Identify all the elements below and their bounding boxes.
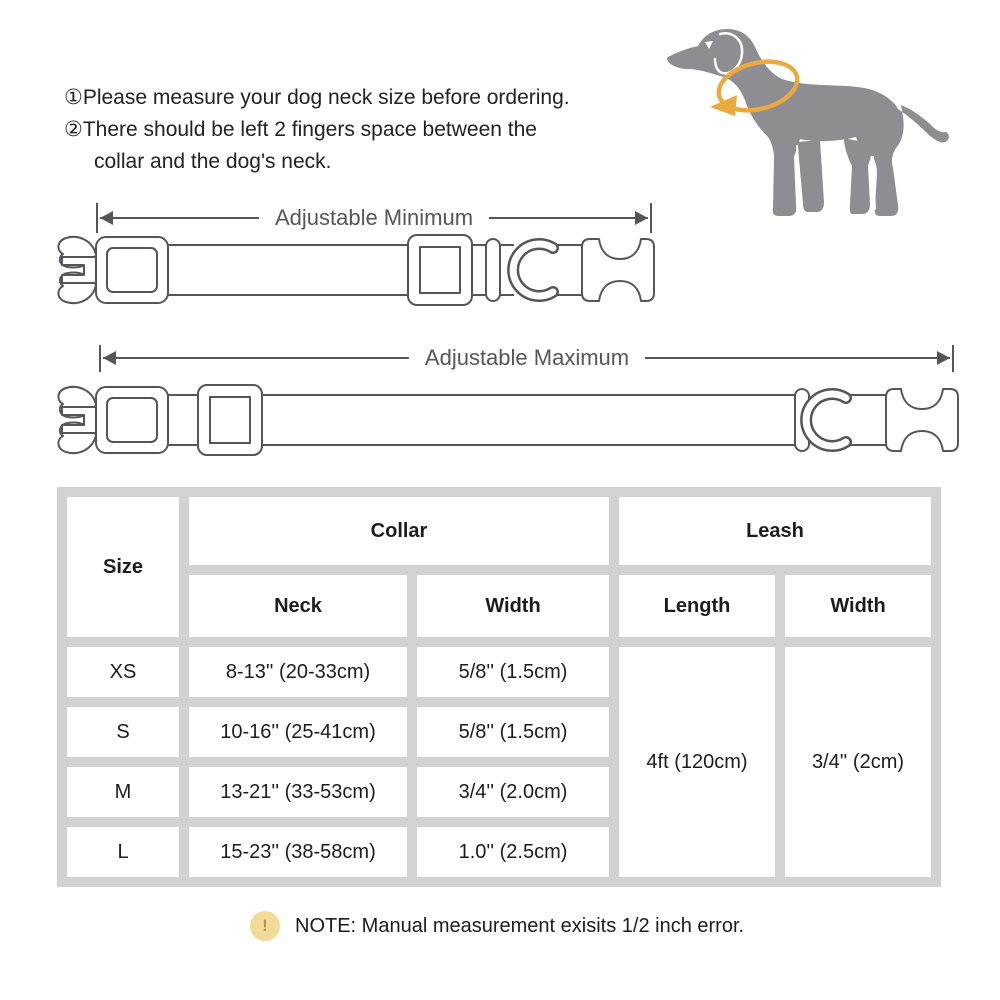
col-header-size: Size [67,497,179,637]
collar-strap [168,395,895,445]
adjustable-minimum-diagram [0,195,1000,325]
leash-length-cell: 4ft (120cm) [619,647,775,877]
col-header-neck: Neck [189,575,407,637]
size-cell: M [67,767,179,817]
strap-keeper [486,239,500,301]
collar-drawing-maximum [58,385,895,455]
arrow-right-head [635,211,648,225]
arrow-left-head [103,351,116,365]
buckle-frame-inner [107,248,157,292]
col-header-collar-width: Width [417,575,609,637]
leash-width-cell: 3/4'' (2cm) [785,647,931,877]
adjustable-maximum-label: Adjustable Maximum [409,345,645,371]
female-buckle [886,389,958,451]
instruction-line-3: collar and the dog's neck. [94,150,332,173]
measure-ring-arrowhead [710,95,737,116]
size-cell: S [67,707,179,757]
slider-buckle-inner [210,397,250,443]
instruction-line-1: ①Please measure your dog neck size before ordering. [64,86,570,109]
exclamation-icon: ! [250,911,280,941]
table-row-xs [67,647,931,697]
neck-cell: 13-21'' (33-53cm) [189,767,407,817]
width-cell: 5/8'' (1.5cm) [417,647,609,697]
width-cell: 3/4'' (2.0cm) [417,767,609,817]
width-cell: 5/8'' (1.5cm) [417,707,609,757]
collar-drawing-minimum [58,235,586,305]
neck-cell: 15-23'' (38-58cm) [189,827,407,877]
note [250,911,744,941]
slider-buckle-inner [420,247,460,293]
col-header-collar: Collar [189,497,609,565]
arrow-left-head [100,211,113,225]
neck-cell: 10-16'' (25-41cm) [189,707,407,757]
width-cell: 1.0'' (2.5cm) [417,827,609,877]
col-header-leash: Leash [619,497,931,565]
female-buckle [582,239,654,301]
neck-cell: 8-13'' (20-33cm) [189,647,407,697]
size-cell: L [67,827,179,877]
instruction-line-2: ②There should be left 2 fingers space between the [64,118,537,141]
adjustable-minimum-label: Adjustable Minimum [259,205,489,231]
col-header-length: Length [619,575,775,637]
arrow-right-head [937,351,950,365]
note-text: NOTE: Manual measurement exisits 1/2 inch error. [295,914,745,937]
col-header-leash-width: Width [785,575,931,637]
size-cell: XS [67,647,179,697]
buckle-frame-inner [107,398,157,442]
size-table [57,487,941,887]
measuring-instructions [64,82,570,178]
